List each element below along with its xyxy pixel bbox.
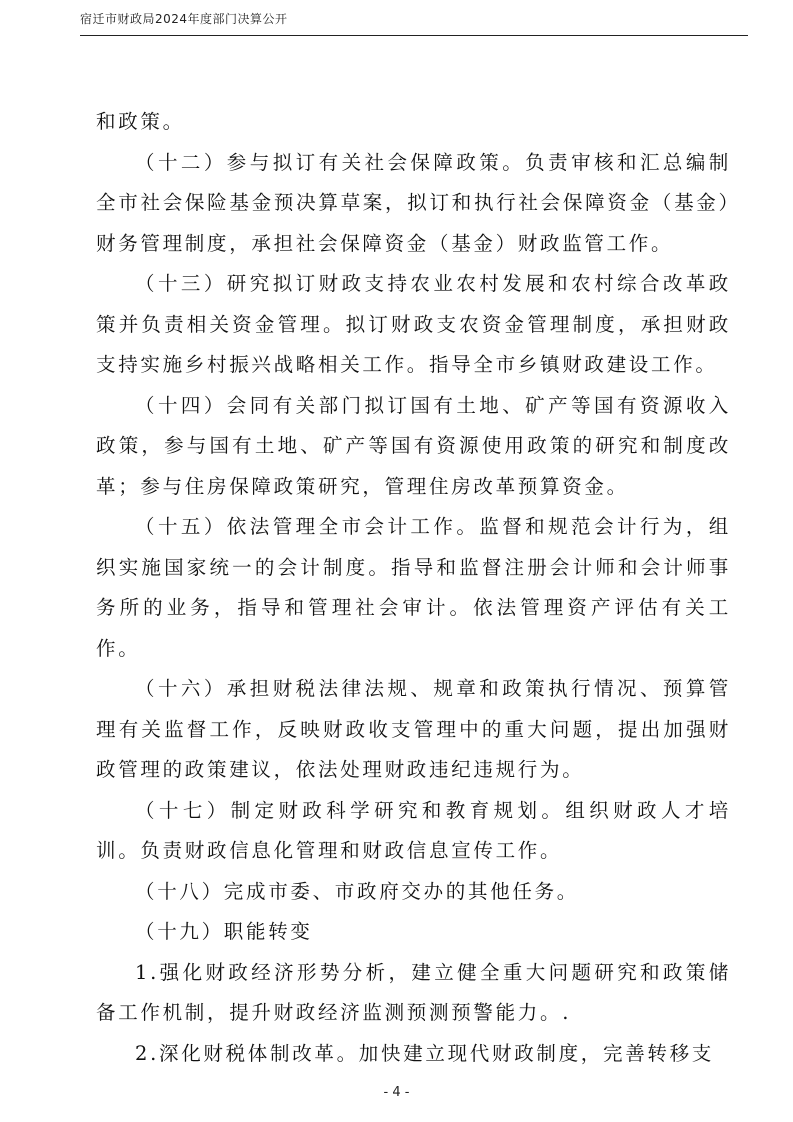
paragraph-item-18: （十八）完成市委、市政府交办的其他任务。: [135, 879, 580, 903]
paragraph-item-16: （十六）承担财税法律法规、规章和政策执行情况、预算管理有关监督工作，反映财政收支管理中的重大问题，提出加强财政管理的政策建议，依法处理财政违纪违规行为。: [96, 677, 731, 781]
paragraph-subitem-2: 2.深化财税体制改革。加快建立现代财政制度，完善转移支: [135, 1041, 715, 1065]
page-number: - 4 -: [383, 1085, 410, 1100]
header-divider: [80, 35, 748, 36]
document-body: [96, 102, 731, 1074]
paragraph-item-12: （十二）参与拟订有关社会保障政策。负责审核和汇总编制全市社会保险基金预决算草案，拟订和执行社会保障资金（基金）财务管理制度，承担社会保障资金（基金）财政监管工作。: [96, 150, 731, 255]
page-header-title: 宿迁市财政局2024年度部门决算公开: [80, 12, 288, 26]
paragraph-subitem-1: 1.强化财政经济形势分析，建立健全重大问题研究和政策储备工作机制，提升财政经济监测预测预警能力。.: [96, 960, 731, 1024]
paragraph-item-17: （十七）制定财政科学研究和教育规划。组织财政人才培训。负责财政信息化管理和财政信息宣传工作。: [96, 798, 731, 862]
paragraph-continuation: 和政策。: [96, 110, 185, 133]
paragraph-item-14: （十四）会同有关部门拟订国有土地、矿产等国有资源收入政策，参与国有土地、矿产等国有资源使用政策的研究和制度改革；参与住房保障政策研究，管理住房改革预算资金。: [96, 393, 731, 498]
paragraph-item-13: （十三）研究拟订财政支持农业农村发展和农村综合改革政策并负责相关资金管理。拟订财政支农资金管理制度，承担财政支持实施乡村振兴战略相关工作。指导全市乡镇财政建设工作。: [96, 272, 731, 376]
paragraph-item-19-heading: （十九）职能转变: [135, 920, 313, 943]
paragraph-item-15: （十五）依法管理全市会计工作。监督和规范会计行为，组织实施国家统一的会计制度。指导和监督注册会计师和会计师事务所的业务，指导和管理社会审计。依法管理资产评估有关工作。: [96, 515, 731, 660]
